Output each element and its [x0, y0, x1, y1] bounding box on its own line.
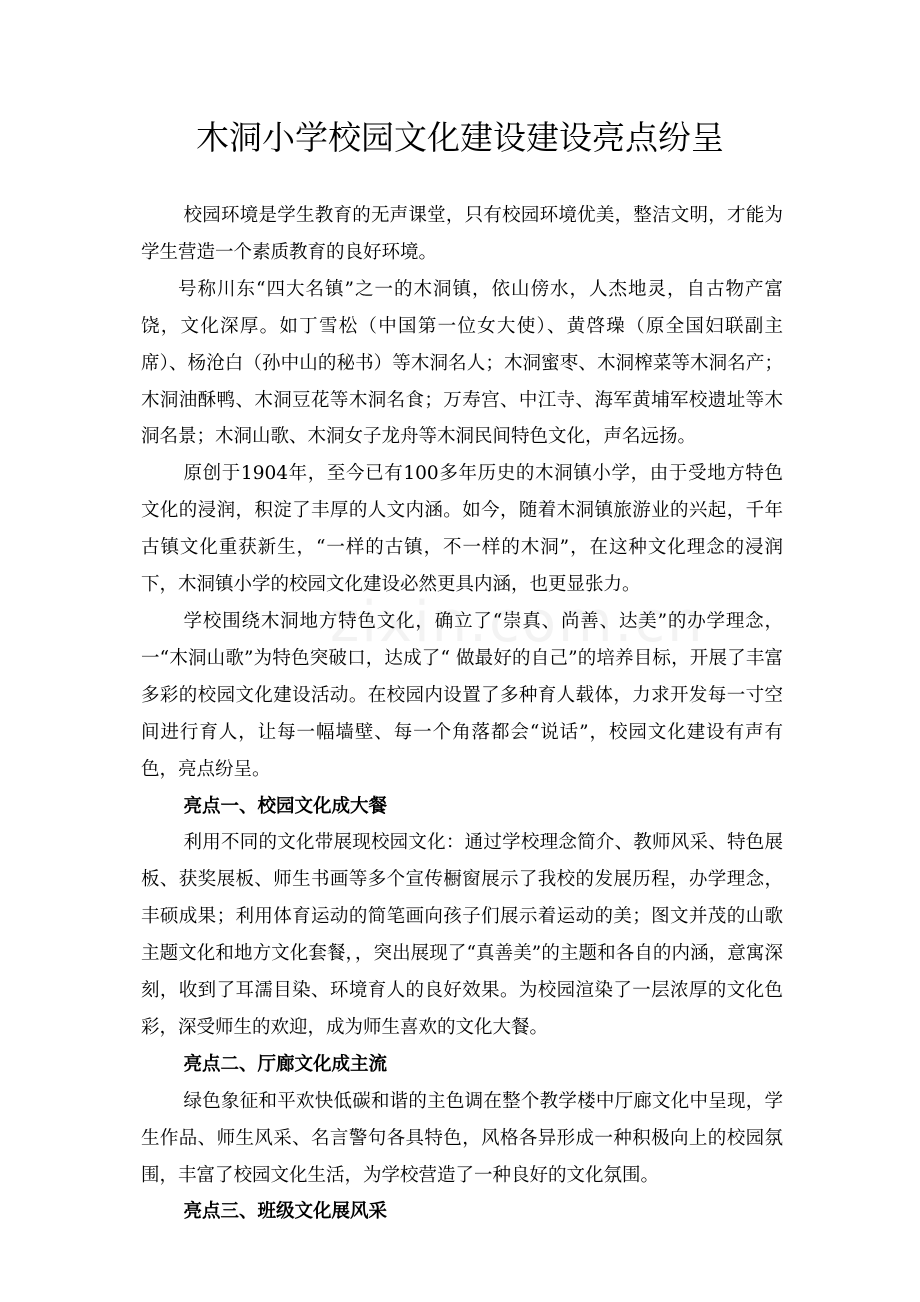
paragraph-intro: 校园环境是学生教育的无声课堂，只有校园环境优美，整洁文明，才能为学生营造一个素质教育的良好环境。	[141, 205, 783, 263]
section-heading-highlight-1: 亮点一、校园文化成大餐	[183, 795, 388, 817]
document-body	[141, 198, 783, 1231]
paragraph-school-history: 原创于1904年，至今已有100多年历史的木洞镇小学，由于受地方特色文化的浸润，积淀了丰厚的人文内涵。如今，随着木洞镇旅游业的兴起，千年古镇文化重获新生，“一样的古镇，不一样的木洞”，在这种文化理念的浸润下，木洞镇小学的校园文化建设必然更具内涵，也更显张力。	[141, 463, 783, 596]
section-heading-highlight-2: 亮点二、厅廊文化成主流	[183, 1053, 388, 1075]
paragraph-highlight-1: 利用不同的文化带展现校园文化：通过学校理念简介、教师风采、特色展板、获奖展板、师生书画等多个宣传橱窗展示了我校的发展历程，办学理念，丰硕成果；利用体育运动的简笔画向孩子们展示着运动的美；图文并茂的山歌主题文化和地方文化套餐，，突出展现了“真善美”的主题和各自的内涵，意寓深刻，收到了耳濡目染、环境育人的良好效果。为校园渲染了一层浓厚的文化色彩，深受师生的欢迎，成为师生喜欢的文化大餐。	[141, 832, 783, 1038]
paragraph-highlight-2: 绿色象征和平欢快低碳和谐的主色调在整个教学楼中厅廊文化中呈现，学生作品、师生风采、名言警句各具特色，风格各异形成一种积极向上的校园氛围，丰富了校园文化生活，为学校营造了一种良好的文化氛围。	[141, 1090, 783, 1186]
section-heading-highlight-3: 亮点三、班级文化展风采	[183, 1201, 388, 1223]
paragraph-school-philosophy: 学校围绕木洞地方特色文化，确立了“崇真、尚善、达美”的办学理念，一“木洞山歌”为特色突破口，达成了“ 做最好的自己”的培养目标，开展了丰富多彩的校园文化建设活动。在校园内设置了多种育人载体，力求开发每一寸空间进行育人，让每一幅墙壁、每一个角落都会“说话”，校园文化建设有声有色，亮点纷呈。	[141, 610, 783, 780]
paragraph-town-background: 号称川东“四大名镇”之一的木洞镇，依山傍水，人杰地灵，自古物产富饶，文化深厚。如丁雪松（中国第一位女大使）、黄啓璪（原全国妇联副主席）、杨沧白（孙中山的秘书）等木洞名人；木洞蜜枣、木洞榨菜等木洞名产；木洞油酥鸭、木洞豆花等木洞名食；万寿宫、中江寺、海军黄埔军校遗址等木洞名景；木洞山歌、木洞女子龙舟等木洞民间特色文化，声名远扬。	[141, 278, 783, 448]
document-title: 木洞小学校园文化建设建设亮点纷呈	[196, 118, 724, 157]
